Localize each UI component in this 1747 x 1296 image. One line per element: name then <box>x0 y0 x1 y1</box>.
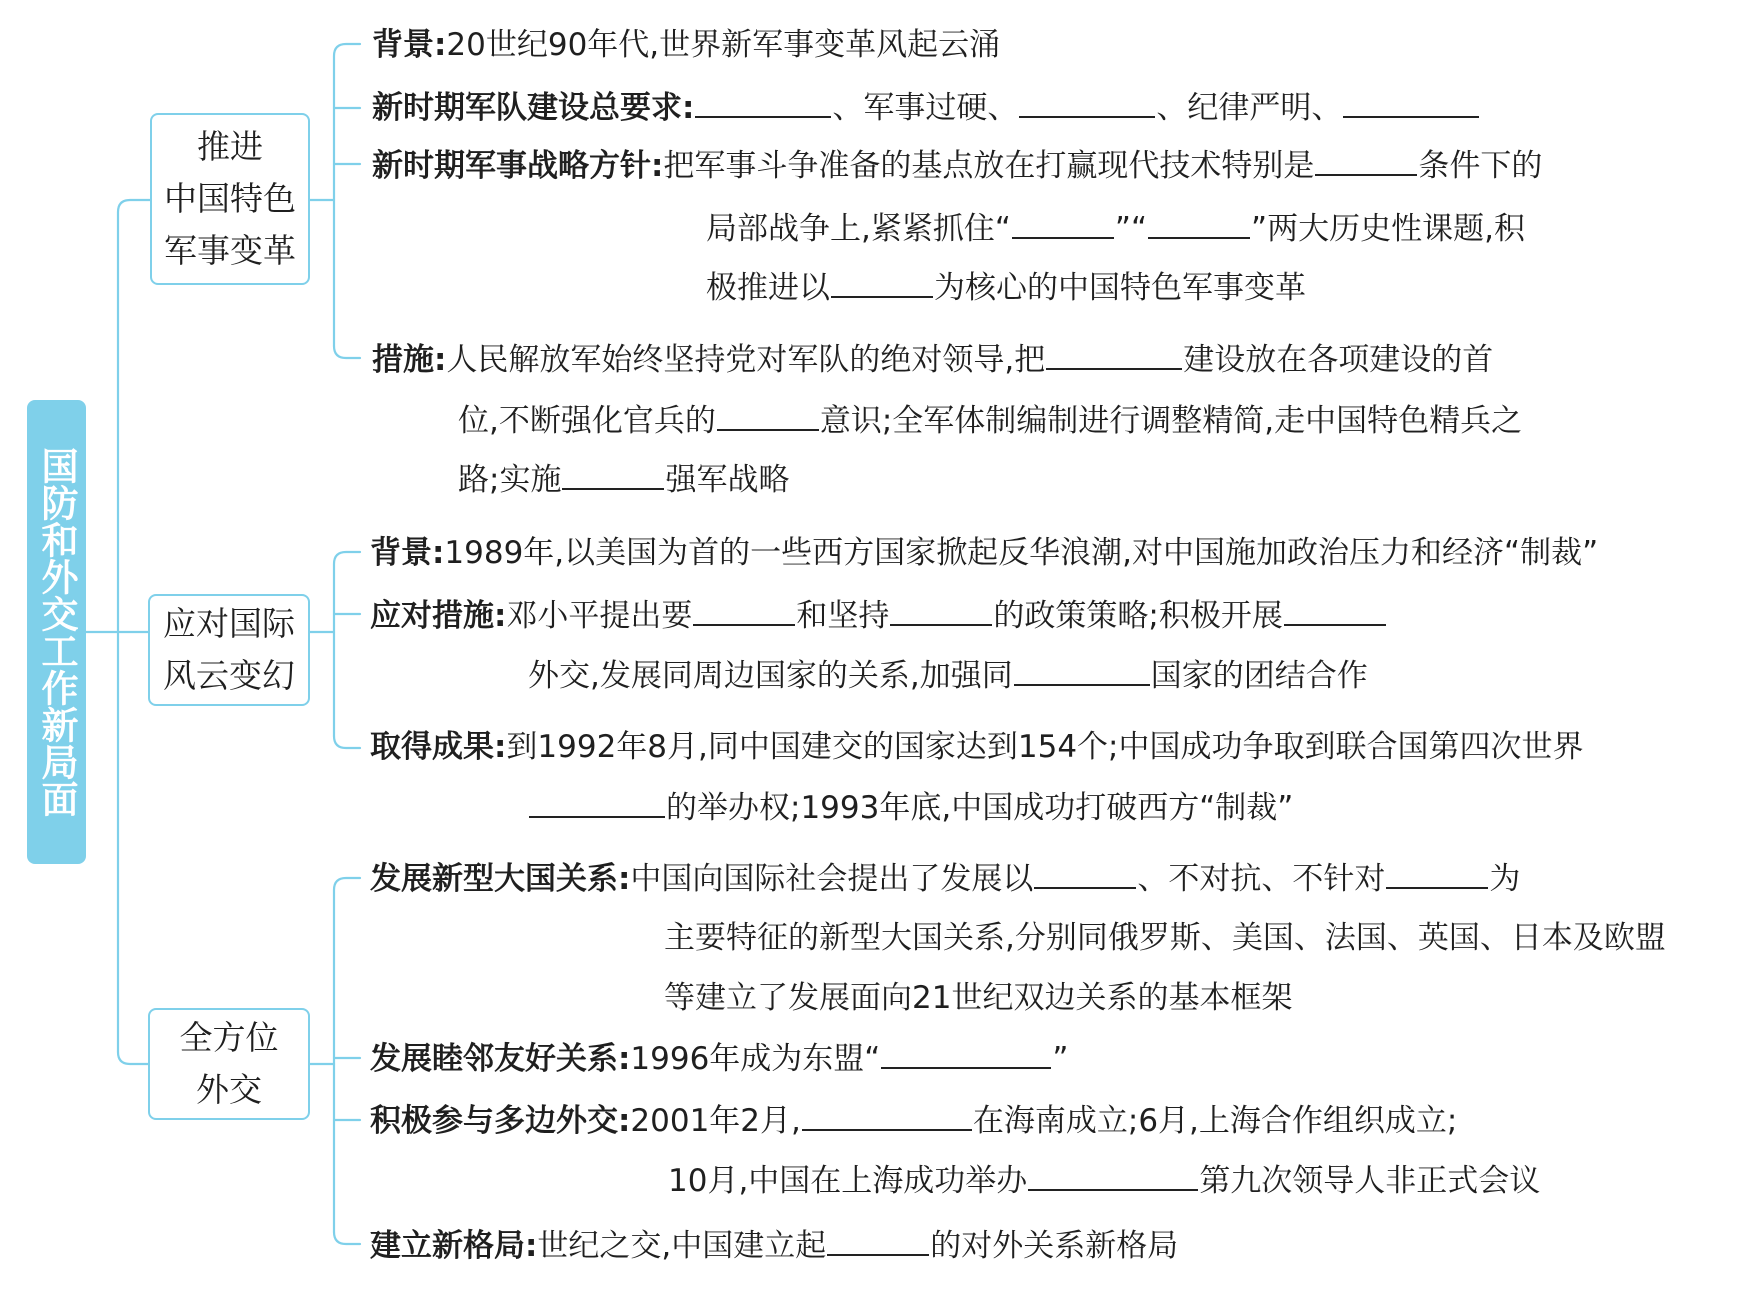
fill-in-blank[interactable] <box>1012 211 1114 239</box>
leaf-label: 背景: <box>372 27 447 63</box>
fill-in-blank[interactable] <box>1034 861 1136 889</box>
leaf-line: 到1992年8月,同中国建交的国家达到154个;中国成功争取到联合国第四次世界 <box>506 729 1584 765</box>
leaf-label: 积极参与多边外交: <box>370 1103 631 1139</box>
leaf-army-building-requirements <box>372 90 1480 125</box>
leaf-multilateral-diplomacy-line-1 <box>370 1103 1457 1138</box>
fill-in-blank[interactable] <box>1046 342 1182 370</box>
fill-in-blank[interactable] <box>802 1103 972 1131</box>
fill-in-blank[interactable] <box>717 403 819 431</box>
fill-in-blank[interactable] <box>827 1228 929 1256</box>
leaf-measures-line-2: 位,不断强化官兵的 意识;全军体制编制进行调整精简,走中国特色精兵之 <box>458 403 1523 439</box>
leaf-label: 发展睦邻友好关系: <box>370 1041 631 1077</box>
leaf-neighbor-relations <box>370 1041 1068 1076</box>
leaf-line: 1989年,以美国为首的一些西方国家掀起反华浪潮,对中国施加政治压力和经济“制裁” <box>444 535 1599 571</box>
branch-title-line: 全方位 <box>179 1018 279 1057</box>
leaf-label: 应对措施: <box>370 598 507 634</box>
fill-in-blank[interactable] <box>562 462 664 490</box>
root-node-title: 国防和外交工作新局面 <box>27 400 86 864</box>
leaf-response-measures-line-1 <box>370 598 1387 633</box>
fill-in-blank[interactable] <box>1315 148 1417 176</box>
leaf-new-pattern <box>370 1228 1178 1263</box>
fill-in-blank[interactable] <box>881 1041 1051 1069</box>
branch-node-international-changes <box>148 594 310 706</box>
fill-in-blank[interactable] <box>890 598 992 626</box>
leaf-line: 1996年成为东盟“ ” <box>630 1041 1069 1077</box>
leaf-line: 把军事斗争准备的基点放在打赢现代技术特别是 条件下的 <box>663 148 1543 184</box>
leaf-label: 新时期军队建设总要求: <box>372 90 695 126</box>
branch-title-line: 应对国际 <box>163 604 295 643</box>
leaf-line: 、军事过硬、 、纪律严明、 <box>694 90 1480 126</box>
branch-title-line: 中国特色 <box>164 179 296 218</box>
fill-in-blank[interactable] <box>1386 861 1488 889</box>
branch-title-line: 外交 <box>196 1070 262 1109</box>
fill-in-blank[interactable] <box>529 790 665 818</box>
leaf-multilateral-diplomacy-line-2: 10月,中国在上海成功举办 第九次领导人非正式会议 <box>668 1163 1541 1199</box>
leaf-line: 邓小平提出要 和坚持 的政策策略;积极开展 <box>506 598 1386 634</box>
fill-in-blank[interactable] <box>1028 1163 1198 1191</box>
leaf-measures-line-1 <box>372 342 1493 377</box>
fill-in-blank[interactable] <box>695 90 831 118</box>
leaf-label: 新时期军事战略方针: <box>372 148 664 184</box>
branch-node-military-reform <box>150 113 310 285</box>
leaf-background <box>372 28 1000 62</box>
leaf-military-strategy-line-1 <box>372 148 1542 183</box>
leaf-response-measures-line-2: 外交,发展同周边国家的关系,加强同 国家的团结合作 <box>528 658 1368 694</box>
leaf-major-country-relations-line-2: 主要特征的新型大国关系,分别同俄罗斯、美国、法国、英国、日本及欧盟 <box>664 920 1666 956</box>
branch-title-line: 推进 <box>197 127 263 166</box>
fill-in-blank[interactable] <box>1284 598 1386 626</box>
leaf-military-strategy-line-2: 局部战争上,紧紧抓住“ ”“ ”两大历史性课题,积 <box>706 211 1525 247</box>
leaf-achievements-line-1 <box>370 730 1584 764</box>
leaf-background <box>370 536 1598 570</box>
leaf-line: 世纪之交,中国建立起 的对外关系新格局 <box>537 1228 1179 1264</box>
leaf-line: 20世纪90年代,世界新军事变革风起云涌 <box>446 27 1001 63</box>
leaf-line: 人民解放军始终坚持党对军队的绝对领导,把 建设放在各项建设的首 <box>446 342 1494 378</box>
fill-in-blank[interactable] <box>693 598 795 626</box>
leaf-label: 背景: <box>370 535 445 571</box>
leaf-label: 取得成果: <box>370 729 507 765</box>
leaf-achievements-line-2: 的举办权;1993年底,中国成功打破西方“制裁” <box>528 790 1293 825</box>
fill-in-blank[interactable] <box>1148 211 1250 239</box>
fill-in-blank[interactable] <box>1019 90 1155 118</box>
leaf-label: 措施: <box>372 342 447 378</box>
fill-in-blank[interactable] <box>831 270 933 298</box>
leaf-line: 2001年2月, 在海南成立;6月,上海合作组织成立; <box>630 1103 1458 1139</box>
leaf-military-strategy-line-3: 极推进以 为核心的中国特色军事变革 <box>706 270 1306 306</box>
fill-in-blank[interactable] <box>1014 658 1150 686</box>
leaf-measures-line-3: 路;实施 强军战略 <box>458 462 790 498</box>
leaf-label: 发展新型大国关系: <box>370 861 631 897</box>
fill-in-blank[interactable] <box>1343 90 1479 118</box>
leaf-major-country-relations-line-3: 等建立了发展面向21世纪双边关系的基本框架 <box>664 980 1293 1016</box>
branch-node-omnidirectional-diplomacy <box>148 1008 310 1120</box>
branch-title-line: 军事变革 <box>164 231 296 270</box>
branch-title-line: 风云变幻 <box>163 656 295 695</box>
leaf-major-country-relations-line-1 <box>370 861 1520 896</box>
leaf-line: 中国向国际社会提出了发展以 、不对抗、不针对 为 <box>630 861 1521 897</box>
leaf-label: 建立新格局: <box>370 1228 538 1264</box>
